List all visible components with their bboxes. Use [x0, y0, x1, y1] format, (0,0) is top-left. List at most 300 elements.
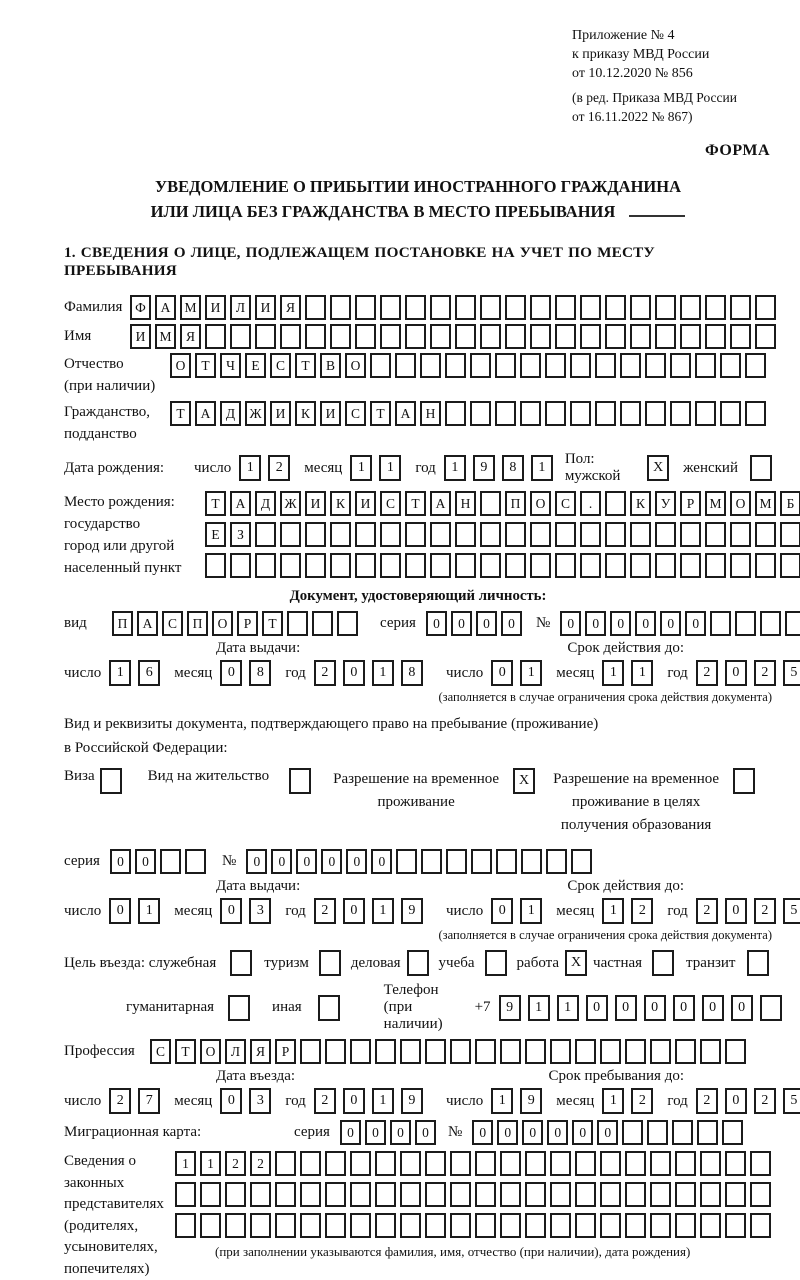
form-cell[interactable]: У	[655, 491, 676, 516]
form-cell[interactable]	[700, 1182, 721, 1207]
form-cell[interactable]	[375, 1182, 396, 1207]
form-cell[interactable]	[405, 553, 426, 578]
form-cell[interactable]	[622, 1120, 643, 1145]
form-cell[interactable]: 0	[220, 898, 242, 924]
form-cell[interactable]: Д	[255, 491, 276, 516]
form-cell[interactable]: П	[505, 491, 526, 516]
form-cell[interactable]	[455, 295, 476, 320]
form-cell[interactable]	[705, 522, 726, 547]
form-cell[interactable]: 2	[109, 1088, 131, 1114]
form-cell[interactable]	[600, 1151, 621, 1176]
form-cell[interactable]: 0	[472, 1120, 493, 1145]
form-cell[interactable]	[450, 1213, 471, 1238]
form-cell[interactable]	[475, 1213, 496, 1238]
form-cell[interactable]: 0	[343, 1088, 365, 1114]
form-cell[interactable]: И	[255, 295, 276, 320]
form-cell[interactable]: М	[705, 491, 726, 516]
form-cell[interactable]: 0	[491, 898, 513, 924]
form-cell[interactable]: Р	[680, 491, 701, 516]
form-cell[interactable]	[700, 1039, 721, 1064]
form-cell[interactable]: 0	[296, 849, 317, 874]
form-cell[interactable]	[185, 849, 206, 874]
form-cell[interactable]	[400, 1151, 421, 1176]
form-cell[interactable]	[647, 1120, 668, 1145]
form-cell[interactable]: Р	[275, 1039, 296, 1064]
form-cell[interactable]	[305, 553, 326, 578]
form-cell[interactable]	[722, 1120, 743, 1145]
form-cell[interactable]	[555, 553, 576, 578]
form-cell[interactable]: 0	[615, 995, 637, 1021]
form-cell[interactable]: 0	[610, 611, 631, 636]
form-cell[interactable]: 1	[602, 898, 624, 924]
form-cell[interactable]	[730, 522, 751, 547]
form-cell[interactable]: 1	[372, 660, 394, 686]
form-cell[interactable]: 2	[754, 660, 776, 686]
form-cell[interactable]: 2	[754, 1088, 776, 1114]
form-cell[interactable]	[546, 849, 567, 874]
form-cell[interactable]: 1	[350, 455, 372, 481]
form-cell[interactable]	[450, 1151, 471, 1176]
form-cell[interactable]: 0	[220, 1088, 242, 1114]
form-cell[interactable]	[405, 295, 426, 320]
form-cell[interactable]	[605, 491, 626, 516]
form-cell[interactable]: К	[330, 491, 351, 516]
form-cell[interactable]: 0	[246, 849, 267, 874]
form-cell[interactable]: А	[395, 401, 416, 426]
form-cell[interactable]	[655, 553, 676, 578]
form-cell[interactable]	[575, 1151, 596, 1176]
form-cell[interactable]	[530, 553, 551, 578]
form-cell[interactable]	[455, 522, 476, 547]
form-cell[interactable]: 2	[754, 898, 776, 924]
form-cell[interactable]	[225, 1182, 246, 1207]
form-cell[interactable]: 0	[346, 849, 367, 874]
form-cell[interactable]: 1	[372, 1088, 394, 1114]
form-cell[interactable]	[330, 324, 351, 349]
form-cell[interactable]: 8	[249, 660, 271, 686]
form-cell[interactable]: 1	[138, 898, 160, 924]
form-cell[interactable]	[305, 522, 326, 547]
form-cell[interactable]	[755, 553, 776, 578]
form-cell[interactable]	[520, 353, 541, 378]
form-cell[interactable]: А	[230, 491, 251, 516]
form-cell[interactable]	[375, 1151, 396, 1176]
form-cell[interactable]	[455, 324, 476, 349]
form-cell[interactable]	[380, 553, 401, 578]
form-cell[interactable]	[421, 849, 442, 874]
form-cell[interactable]	[575, 1039, 596, 1064]
form-cell[interactable]: О	[170, 353, 191, 378]
form-cell[interactable]: И	[130, 324, 151, 349]
form-cell[interactable]: 0	[685, 611, 706, 636]
form-cell[interactable]: 1	[379, 455, 401, 481]
form-cell[interactable]	[445, 353, 466, 378]
form-cell[interactable]	[700, 1213, 721, 1238]
form-cell[interactable]	[275, 1182, 296, 1207]
form-cell[interactable]	[680, 553, 701, 578]
form-cell[interactable]: 1	[602, 660, 624, 686]
form-cell[interactable]	[725, 1213, 746, 1238]
form-cell[interactable]	[396, 849, 417, 874]
form-cell[interactable]: Л	[230, 295, 251, 320]
sex-male-checkbox[interactable]: X	[647, 455, 669, 481]
form-cell[interactable]	[325, 1213, 346, 1238]
form-cell[interactable]	[325, 1182, 346, 1207]
form-cell[interactable]	[670, 401, 691, 426]
form-cell[interactable]	[420, 353, 441, 378]
form-cell[interactable]: 9	[401, 1088, 423, 1114]
form-cell[interactable]	[425, 1182, 446, 1207]
form-cell[interactable]	[780, 553, 800, 578]
form-cell[interactable]	[280, 522, 301, 547]
form-cell[interactable]	[300, 1213, 321, 1238]
form-cell[interactable]	[495, 401, 516, 426]
purpose-other-checkbox[interactable]	[318, 995, 340, 1021]
form-cell[interactable]	[645, 401, 666, 426]
purpose-official-checkbox[interactable]	[230, 950, 252, 976]
form-cell[interactable]: С	[162, 611, 183, 636]
form-cell[interactable]: Б	[780, 491, 800, 516]
form-cell[interactable]	[355, 324, 376, 349]
form-cell[interactable]: .	[580, 491, 601, 516]
form-cell[interactable]: П	[187, 611, 208, 636]
form-cell[interactable]	[505, 553, 526, 578]
form-cell[interactable]	[280, 553, 301, 578]
form-cell[interactable]: 3	[249, 898, 271, 924]
form-cell[interactable]	[475, 1182, 496, 1207]
form-cell[interactable]	[530, 295, 551, 320]
form-cell[interactable]: Н	[455, 491, 476, 516]
form-cell[interactable]	[730, 295, 751, 320]
form-cell[interactable]	[785, 611, 800, 636]
form-cell[interactable]	[375, 1039, 396, 1064]
form-cell[interactable]: 0	[365, 1120, 386, 1145]
visa-checkbox[interactable]	[100, 768, 122, 794]
form-cell[interactable]: 0	[635, 611, 656, 636]
form-cell[interactable]	[580, 522, 601, 547]
temp-permit-edu-checkbox[interactable]	[733, 768, 755, 794]
form-cell[interactable]	[605, 295, 626, 320]
form-cell[interactable]	[505, 324, 526, 349]
form-cell[interactable]: Ж	[245, 401, 266, 426]
form-cell[interactable]	[200, 1182, 221, 1207]
form-cell[interactable]	[400, 1213, 421, 1238]
form-cell[interactable]	[255, 522, 276, 547]
form-cell[interactable]: 0	[560, 611, 581, 636]
form-cell[interactable]	[496, 849, 517, 874]
form-cell[interactable]	[375, 1213, 396, 1238]
form-cell[interactable]	[370, 353, 391, 378]
form-cell[interactable]: 0	[109, 898, 131, 924]
form-cell[interactable]	[205, 553, 226, 578]
form-cell[interactable]	[630, 324, 651, 349]
form-cell[interactable]	[200, 1213, 221, 1238]
purpose-humanitarian-checkbox[interactable]	[228, 995, 250, 1021]
form-cell[interactable]	[550, 1039, 571, 1064]
form-cell[interactable]: 9	[401, 898, 423, 924]
form-cell[interactable]: 0	[390, 1120, 411, 1145]
form-cell[interactable]: 0	[586, 995, 608, 1021]
form-cell[interactable]: 0	[415, 1120, 436, 1145]
form-cell[interactable]	[625, 1213, 646, 1238]
form-cell[interactable]: 1	[520, 660, 542, 686]
form-cell[interactable]: 0	[340, 1120, 361, 1145]
form-cell[interactable]: И	[205, 295, 226, 320]
form-cell[interactable]	[625, 1182, 646, 1207]
form-cell[interactable]	[275, 1213, 296, 1238]
form-cell[interactable]	[571, 849, 592, 874]
form-cell[interactable]	[530, 324, 551, 349]
form-cell[interactable]: 1	[109, 660, 131, 686]
form-cell[interactable]: 7	[138, 1088, 160, 1114]
form-cell[interactable]	[525, 1039, 546, 1064]
form-cell[interactable]	[550, 1182, 571, 1207]
sex-female-checkbox[interactable]	[750, 455, 772, 481]
form-cell[interactable]: О	[345, 353, 366, 378]
form-cell[interactable]	[380, 522, 401, 547]
form-cell[interactable]	[655, 522, 676, 547]
form-cell[interactable]	[625, 1039, 646, 1064]
temp-permit-checkbox[interactable]: X	[513, 768, 535, 794]
form-cell[interactable]: Т	[205, 491, 226, 516]
form-cell[interactable]	[445, 401, 466, 426]
form-cell[interactable]	[760, 611, 781, 636]
form-cell[interactable]: 6	[138, 660, 160, 686]
form-cell[interactable]	[175, 1182, 196, 1207]
form-cell[interactable]	[625, 1151, 646, 1176]
form-cell[interactable]: Ж	[280, 491, 301, 516]
form-cell[interactable]	[355, 553, 376, 578]
form-cell[interactable]: 1	[528, 995, 550, 1021]
form-cell[interactable]	[430, 553, 451, 578]
form-cell[interactable]	[630, 553, 651, 578]
form-cell[interactable]: 0	[522, 1120, 543, 1145]
form-cell[interactable]: Т	[195, 353, 216, 378]
form-cell[interactable]	[655, 324, 676, 349]
form-cell[interactable]	[480, 522, 501, 547]
form-cell[interactable]	[605, 324, 626, 349]
form-cell[interactable]: Д	[220, 401, 241, 426]
form-cell[interactable]	[600, 1039, 621, 1064]
form-cell[interactable]	[300, 1182, 321, 1207]
form-cell[interactable]	[725, 1151, 746, 1176]
form-cell[interactable]	[230, 324, 251, 349]
form-cell[interactable]	[755, 324, 776, 349]
form-cell[interactable]: 0	[491, 660, 513, 686]
form-cell[interactable]: 5	[783, 898, 800, 924]
form-cell[interactable]	[280, 324, 301, 349]
form-cell[interactable]: 0	[343, 898, 365, 924]
form-cell[interactable]: 1	[491, 1088, 513, 1114]
form-cell[interactable]	[395, 353, 416, 378]
form-cell[interactable]	[650, 1213, 671, 1238]
form-cell[interactable]: 0	[597, 1120, 618, 1145]
form-cell[interactable]	[755, 522, 776, 547]
form-cell[interactable]	[780, 522, 800, 547]
form-cell[interactable]: Т	[370, 401, 391, 426]
form-cell[interactable]: 0	[497, 1120, 518, 1145]
form-cell[interactable]	[575, 1213, 596, 1238]
form-cell[interactable]: 0	[451, 611, 472, 636]
form-cell[interactable]	[525, 1182, 546, 1207]
form-cell[interactable]: 0	[572, 1120, 593, 1145]
form-cell[interactable]	[600, 1213, 621, 1238]
form-cell[interactable]	[697, 1120, 718, 1145]
form-cell[interactable]	[670, 353, 691, 378]
form-cell[interactable]	[230, 553, 251, 578]
form-cell[interactable]	[595, 401, 616, 426]
form-cell[interactable]: 2	[631, 898, 653, 924]
form-cell[interactable]: 0	[673, 995, 695, 1021]
form-cell[interactable]	[480, 324, 501, 349]
form-cell[interactable]: 0	[585, 611, 606, 636]
form-cell[interactable]	[745, 401, 766, 426]
form-cell[interactable]: З	[230, 522, 251, 547]
form-cell[interactable]: 0	[135, 849, 156, 874]
form-cell[interactable]	[450, 1039, 471, 1064]
form-cell[interactable]: А	[430, 491, 451, 516]
form-cell[interactable]: К	[630, 491, 651, 516]
form-cell[interactable]: Я	[180, 324, 201, 349]
form-cell[interactable]	[725, 1039, 746, 1064]
form-cell[interactable]	[380, 324, 401, 349]
form-cell[interactable]	[250, 1182, 271, 1207]
form-cell[interactable]	[225, 1213, 246, 1238]
form-cell[interactable]	[695, 353, 716, 378]
purpose-transit-checkbox[interactable]	[747, 950, 769, 976]
form-cell[interactable]	[425, 1151, 446, 1176]
form-cell[interactable]: К	[295, 401, 316, 426]
purpose-tourism-checkbox[interactable]	[319, 950, 341, 976]
form-cell[interactable]	[545, 401, 566, 426]
form-cell[interactable]	[355, 522, 376, 547]
form-cell[interactable]: О	[530, 491, 551, 516]
form-cell[interactable]	[755, 295, 776, 320]
form-cell[interactable]: 0	[343, 660, 365, 686]
form-cell[interactable]	[680, 324, 701, 349]
form-cell[interactable]	[430, 324, 451, 349]
form-cell[interactable]	[500, 1213, 521, 1238]
form-cell[interactable]	[580, 324, 601, 349]
form-cell[interactable]: 0	[725, 1088, 747, 1114]
form-cell[interactable]: О	[200, 1039, 221, 1064]
form-cell[interactable]	[500, 1039, 521, 1064]
form-cell[interactable]: 2	[314, 898, 336, 924]
form-cell[interactable]: И	[270, 401, 291, 426]
form-cell[interactable]	[525, 1213, 546, 1238]
form-cell[interactable]	[550, 1151, 571, 1176]
form-cell[interactable]: И	[305, 491, 326, 516]
form-cell[interactable]: Ч	[220, 353, 241, 378]
form-cell[interactable]: 0	[702, 995, 724, 1021]
form-cell[interactable]	[330, 522, 351, 547]
form-cell[interactable]: Я	[250, 1039, 271, 1064]
form-cell[interactable]: 1	[531, 455, 553, 481]
form-cell[interactable]	[520, 401, 541, 426]
form-cell[interactable]	[405, 324, 426, 349]
form-cell[interactable]: 2	[314, 660, 336, 686]
form-cell[interactable]	[672, 1120, 693, 1145]
form-cell[interactable]	[555, 522, 576, 547]
form-cell[interactable]	[405, 522, 426, 547]
form-cell[interactable]: 0	[644, 995, 666, 1021]
form-cell[interactable]	[300, 1039, 321, 1064]
form-cell[interactable]	[350, 1151, 371, 1176]
form-cell[interactable]	[505, 522, 526, 547]
form-cell[interactable]	[425, 1213, 446, 1238]
form-cell[interactable]	[430, 522, 451, 547]
form-cell[interactable]	[446, 849, 467, 874]
form-cell[interactable]: 0	[321, 849, 342, 874]
form-cell[interactable]	[595, 353, 616, 378]
form-cell[interactable]	[575, 1182, 596, 1207]
form-cell[interactable]	[530, 522, 551, 547]
form-cell[interactable]	[255, 324, 276, 349]
form-cell[interactable]: 9	[473, 455, 495, 481]
form-cell[interactable]	[645, 353, 666, 378]
form-cell[interactable]	[550, 1213, 571, 1238]
form-cell[interactable]	[650, 1151, 671, 1176]
form-cell[interactable]: 0	[501, 611, 522, 636]
form-cell[interactable]: 0	[476, 611, 497, 636]
form-cell[interactable]: А	[155, 295, 176, 320]
form-cell[interactable]	[570, 401, 591, 426]
form-cell[interactable]	[330, 295, 351, 320]
form-cell[interactable]: Т	[175, 1039, 196, 1064]
form-cell[interactable]	[160, 849, 181, 874]
form-cell[interactable]: Л	[225, 1039, 246, 1064]
form-cell[interactable]	[750, 1182, 771, 1207]
form-cell[interactable]	[725, 1182, 746, 1207]
form-cell[interactable]	[470, 401, 491, 426]
form-cell[interactable]: 2	[268, 455, 290, 481]
form-cell[interactable]: 8	[401, 660, 423, 686]
form-cell[interactable]: Ф	[130, 295, 151, 320]
form-cell[interactable]	[605, 522, 626, 547]
form-cell[interactable]: С	[150, 1039, 171, 1064]
form-cell[interactable]	[337, 611, 358, 636]
form-cell[interactable]	[380, 295, 401, 320]
form-cell[interactable]	[620, 353, 641, 378]
form-cell[interactable]	[400, 1182, 421, 1207]
form-cell[interactable]	[205, 324, 226, 349]
form-cell[interactable]: П	[112, 611, 133, 636]
form-cell[interactable]	[525, 1151, 546, 1176]
purpose-work-checkbox[interactable]: X	[565, 950, 587, 976]
form-cell[interactable]: С	[380, 491, 401, 516]
form-cell[interactable]	[250, 1213, 271, 1238]
form-cell[interactable]	[475, 1151, 496, 1176]
form-cell[interactable]	[700, 1151, 721, 1176]
form-cell[interactable]: С	[345, 401, 366, 426]
residence-permit-checkbox[interactable]	[289, 768, 311, 794]
form-cell[interactable]: 0	[547, 1120, 568, 1145]
form-cell[interactable]	[760, 995, 782, 1021]
form-cell[interactable]	[675, 1151, 696, 1176]
form-cell[interactable]: Н	[420, 401, 441, 426]
form-cell[interactable]: А	[137, 611, 158, 636]
form-cell[interactable]: 2	[696, 1088, 718, 1114]
form-cell[interactable]: 1	[175, 1151, 196, 1176]
form-cell[interactable]: 0	[271, 849, 292, 874]
form-cell[interactable]	[675, 1213, 696, 1238]
form-cell[interactable]: 2	[696, 898, 718, 924]
form-cell[interactable]	[730, 324, 751, 349]
form-cell[interactable]: 1	[602, 1088, 624, 1114]
form-cell[interactable]: 2	[250, 1151, 271, 1176]
form-cell[interactable]	[705, 295, 726, 320]
form-cell[interactable]	[521, 849, 542, 874]
